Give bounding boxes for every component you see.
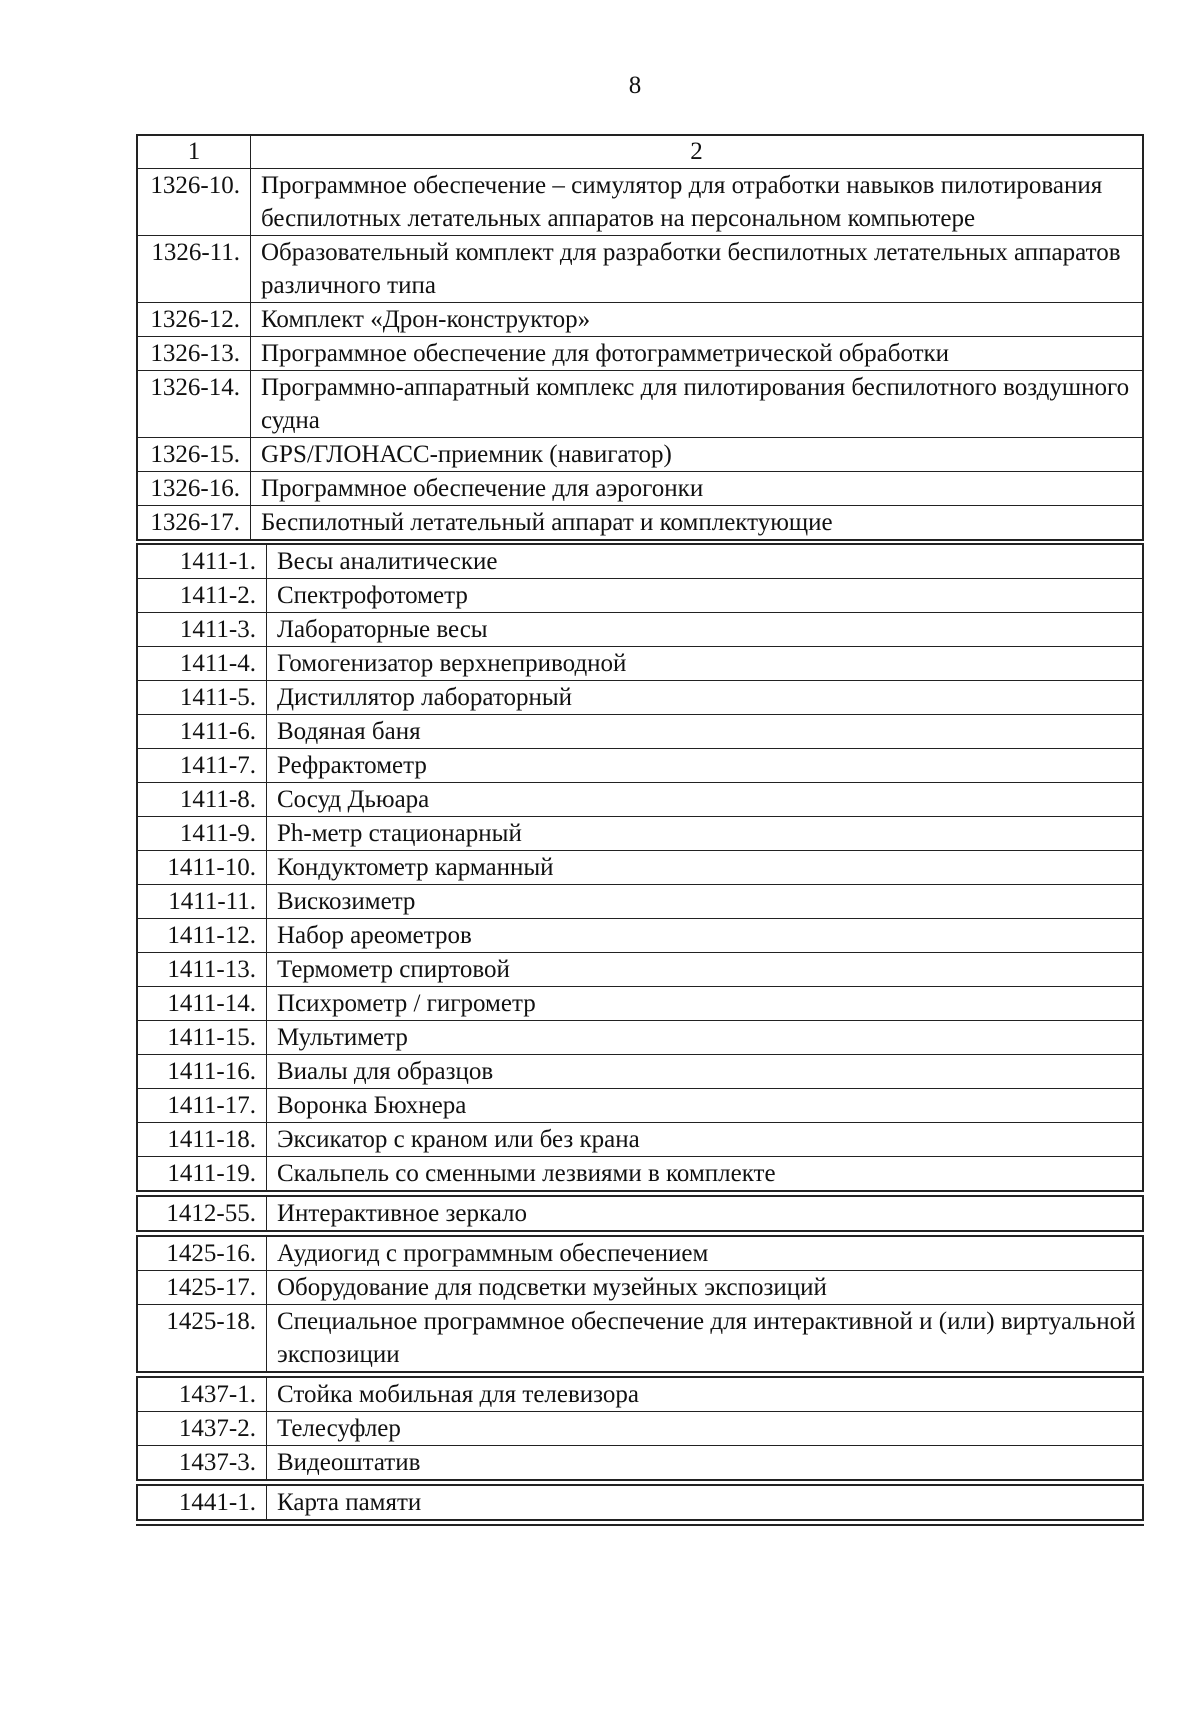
- item-description: Гомогенизатор верхнеприводной: [267, 647, 1144, 681]
- table-header-row: [137, 135, 1143, 169]
- item-description: Программное обеспечение – симулятор для отработки навыков пилотирования беспилотных летательных аппаратов на персональном компьютере: [251, 169, 1144, 236]
- item-description: Дистиллятор лабораторный: [267, 681, 1144, 715]
- table-row: [137, 817, 1143, 851]
- item-description: Скальпель со сменными лезвиями в комплекте: [267, 1157, 1144, 1192]
- table-row: [137, 1157, 1143, 1192]
- item-description: Эксикатор с краном или без крана: [267, 1123, 1144, 1157]
- column-header-2: 2: [251, 135, 1144, 169]
- item-description: GPS/ГЛОНАСС-приемник (навигатор): [251, 438, 1144, 472]
- item-code: 1326-17.: [137, 506, 251, 541]
- item-code: 1412-55.: [137, 1196, 267, 1231]
- table-row: [137, 1446, 1143, 1481]
- item-description: Рефрактометр: [267, 749, 1144, 783]
- table-row: [137, 987, 1143, 1021]
- item-code: 1411-19.: [137, 1157, 267, 1192]
- item-code: 1411-13.: [137, 953, 267, 987]
- item-description: Беспилотный летательный аппарат и комплектующие: [251, 506, 1144, 541]
- table-row: [137, 919, 1143, 953]
- table-row: [137, 1021, 1143, 1055]
- table-row: [137, 169, 1143, 236]
- table-row: [137, 1196, 1143, 1231]
- table-row: [137, 1485, 1143, 1520]
- table-row: [137, 337, 1143, 371]
- table-row: [137, 613, 1143, 647]
- table-group-1425: [136, 1235, 1144, 1373]
- table-row: [137, 953, 1143, 987]
- item-description: Оборудование для подсветки музейных экспозиций: [267, 1271, 1144, 1305]
- item-code: 1411-16.: [137, 1055, 267, 1089]
- item-code: 1425-16.: [137, 1236, 267, 1271]
- table-row: [137, 783, 1143, 817]
- item-code: 1411-9.: [137, 817, 267, 851]
- table-bottom-rule: [136, 1524, 1144, 1526]
- item-description: Набор ареометров: [267, 919, 1144, 953]
- item-description: Специальное программное обеспечение для интерактивной и (или) виртуальной экспозиции: [267, 1305, 1144, 1373]
- item-code: 1411-4.: [137, 647, 267, 681]
- item-description: Виалы для образцов: [267, 1055, 1144, 1089]
- table-row: [137, 579, 1143, 613]
- item-code: 1411-12.: [137, 919, 267, 953]
- item-description: Комплект «Дрон-конструктор»: [251, 303, 1144, 337]
- item-code: 1411-11.: [137, 885, 267, 919]
- table-row: [137, 1271, 1143, 1305]
- item-code: 1411-2.: [137, 579, 267, 613]
- table-row: [137, 371, 1143, 438]
- table-group-1412: [136, 1195, 1144, 1232]
- item-description: Аудиогид с программным обеспечением: [267, 1236, 1144, 1271]
- item-description: Вискозиметр: [267, 885, 1144, 919]
- item-description: Водяная баня: [267, 715, 1144, 749]
- item-code: 1411-7.: [137, 749, 267, 783]
- item-description: Программно-аппаратный комплекс для пилотирования беспилотного воздушного судна: [251, 371, 1144, 438]
- equipment-list: [136, 134, 1144, 1526]
- item-code: 1425-17.: [137, 1271, 267, 1305]
- item-code: 1411-14.: [137, 987, 267, 1021]
- table-group-1437: [136, 1376, 1144, 1481]
- item-description: Весы аналитические: [267, 544, 1144, 579]
- table-row: [137, 1305, 1143, 1373]
- item-description: Ph-метр стационарный: [267, 817, 1144, 851]
- table-row: [137, 1377, 1143, 1412]
- item-description: Воронка Бюхнера: [267, 1089, 1144, 1123]
- table-group-1326: [136, 134, 1144, 541]
- table-row: [137, 715, 1143, 749]
- item-code: 1326-11.: [137, 236, 251, 303]
- item-code: 1411-17.: [137, 1089, 267, 1123]
- table-row: [137, 544, 1143, 579]
- item-code: 1437-1.: [137, 1377, 267, 1412]
- item-code: 1437-2.: [137, 1412, 267, 1446]
- item-code: 1411-10.: [137, 851, 267, 885]
- table-row: [137, 236, 1143, 303]
- item-code: 1326-13.: [137, 337, 251, 371]
- table-row: [137, 1412, 1143, 1446]
- table-group-1441: [136, 1484, 1144, 1521]
- item-description: Интерактивное зеркало: [267, 1196, 1144, 1231]
- table-row: [137, 851, 1143, 885]
- item-description: Карта памяти: [267, 1485, 1144, 1520]
- table-group-1411: [136, 543, 1144, 1192]
- column-header-1: 1: [137, 135, 251, 169]
- table-row: [137, 438, 1143, 472]
- table-row: [137, 303, 1143, 337]
- item-description: Лабораторные весы: [267, 613, 1144, 647]
- item-code: 1411-15.: [137, 1021, 267, 1055]
- item-description: Психрометр / гигрометр: [267, 987, 1144, 1021]
- item-code: 1411-3.: [137, 613, 267, 647]
- item-code: 1326-12.: [137, 303, 251, 337]
- table-row: [137, 1236, 1143, 1271]
- table-row: [137, 472, 1143, 506]
- table-row: [137, 647, 1143, 681]
- item-code: 1411-1.: [137, 544, 267, 579]
- item-code: 1326-15.: [137, 438, 251, 472]
- item-description: Кондуктометр карманный: [267, 851, 1144, 885]
- item-code: 1437-3.: [137, 1446, 267, 1481]
- item-description: Мультиметр: [267, 1021, 1144, 1055]
- item-code: 1411-18.: [137, 1123, 267, 1157]
- item-code: 1326-16.: [137, 472, 251, 506]
- table-row: [137, 885, 1143, 919]
- table-row: [137, 749, 1143, 783]
- table-row: [137, 506, 1143, 541]
- item-description: Сосуд Дьюара: [267, 783, 1144, 817]
- table-row: [137, 1055, 1143, 1089]
- table-row: [137, 1123, 1143, 1157]
- item-description: Видеоштатив: [267, 1446, 1144, 1481]
- item-code: 1411-8.: [137, 783, 267, 817]
- item-description: Стойка мобильная для телевизора: [267, 1377, 1144, 1412]
- item-code: 1326-10.: [137, 169, 251, 236]
- item-description: Программное обеспечение для фотограмметрической обработки: [251, 337, 1144, 371]
- item-description: Программное обеспечение для аэрогонки: [251, 472, 1144, 506]
- page-number: 8: [628, 72, 642, 99]
- item-code: 1411-5.: [137, 681, 267, 715]
- item-code: 1425-18.: [137, 1305, 267, 1373]
- item-description: Телесуфлер: [267, 1412, 1144, 1446]
- item-code: 1411-6.: [137, 715, 267, 749]
- item-description: Образовательный комплект для разработки беспилотных летательных аппаратов различного типа: [251, 236, 1144, 303]
- item-code: 1441-1.: [137, 1485, 267, 1520]
- table-row: [137, 1089, 1143, 1123]
- item-description: Термометр спиртовой: [267, 953, 1144, 987]
- table-row: [137, 681, 1143, 715]
- item-description: Спектрофотометр: [267, 579, 1144, 613]
- item-code: 1326-14.: [137, 371, 251, 438]
